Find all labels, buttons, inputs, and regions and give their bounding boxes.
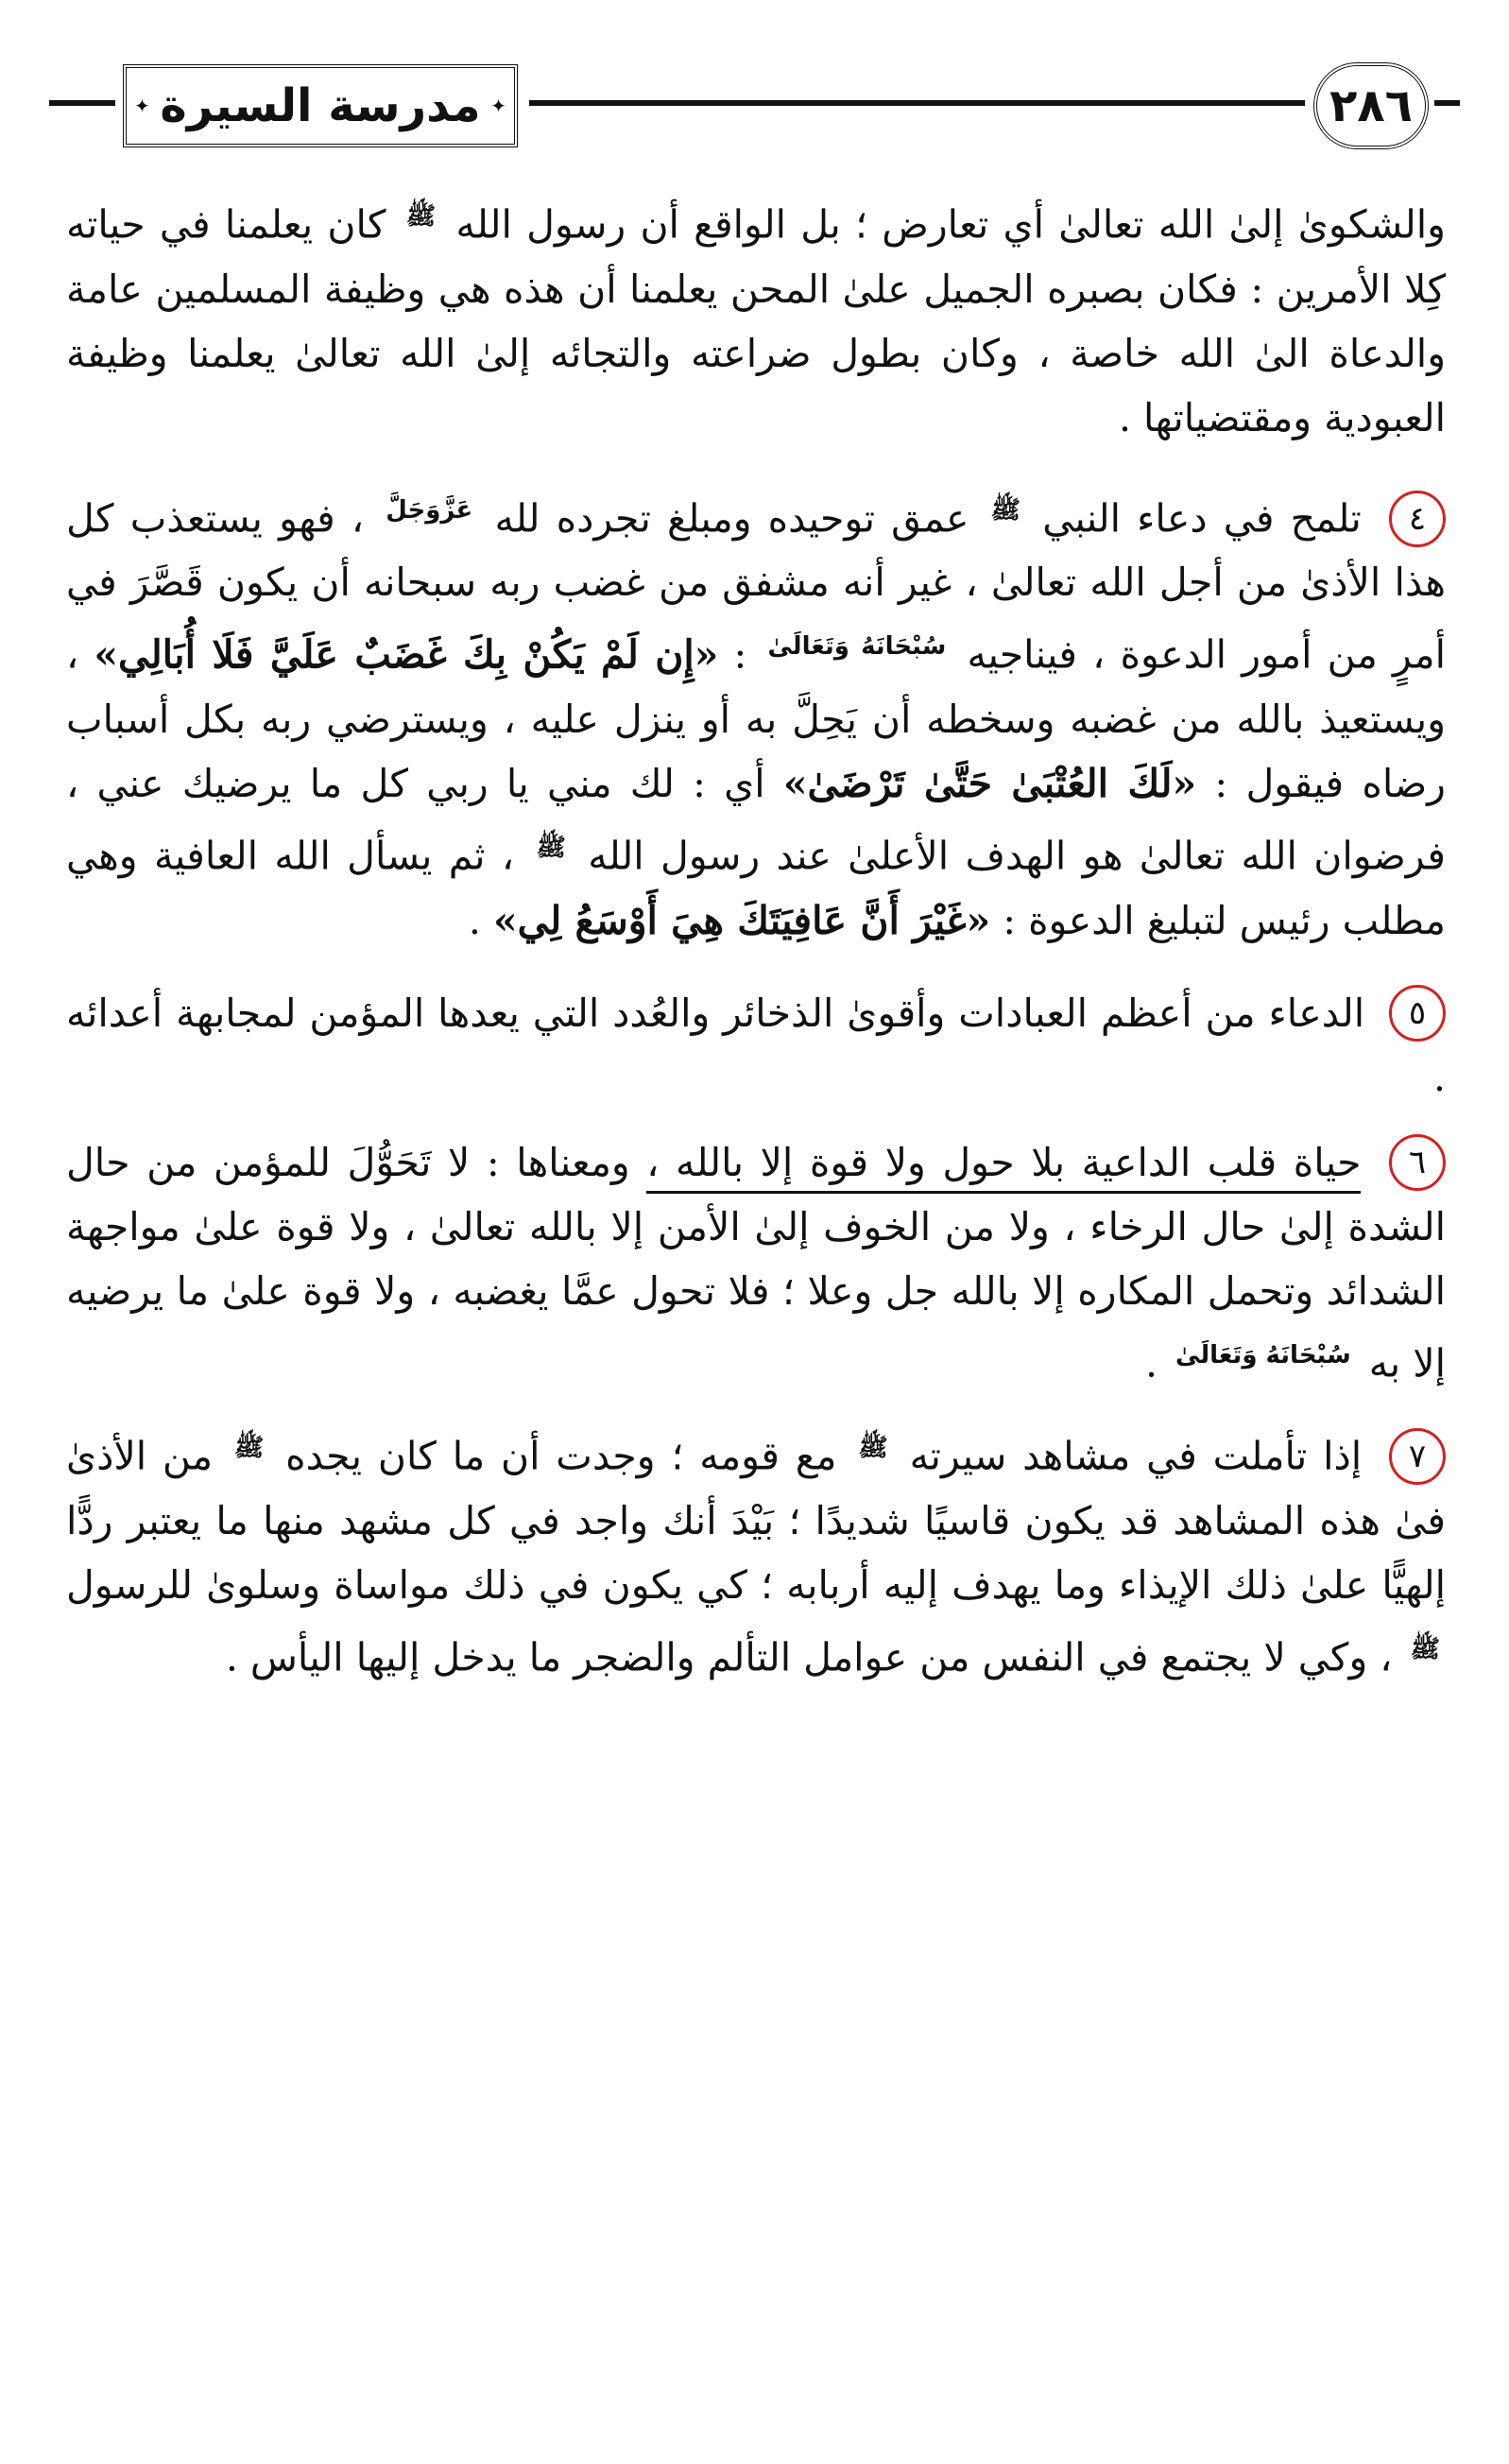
header-rule-right	[1434, 100, 1460, 106]
text-run: ، ثم يسأل الله العافية وهي مطلب رئيس لتبليغ الدعوة :	[66, 833, 1446, 943]
page-number: ٢٨٦	[1329, 79, 1413, 132]
paragraph-continuation	[66, 184, 1446, 450]
honorific-saw: ﷺ	[233, 1434, 265, 1463]
paragraph-6	[66, 1130, 1446, 1396]
paragraph-4	[66, 478, 1446, 953]
honorific-saw: ﷺ	[990, 495, 1021, 525]
page-number-frame	[1313, 62, 1429, 149]
point-number-7: ٧	[1389, 1428, 1446, 1485]
underlined-phrase: حياة قلب الداعية بلا حول ولا قوة إلا بالله ،	[646, 1140, 1361, 1194]
page-header	[49, 55, 1460, 159]
hadith-quote: «لَكَ العُتْبَىٰ حَتَّىٰ تَرْضَىٰ»	[782, 760, 1197, 806]
paragraph-7	[66, 1416, 1446, 1689]
text-run: كان يعلمنا في حياته كِلا الأمرين : فكان بصبره الجميل علىٰ المحن يعلمنا أن هذه هي وظيفة المسلمين عامة والدعاة الىٰ الله خاصة ، وكان بطول ضراعته والتجائه إلىٰ الله تعالىٰ يعلمنا وظيفة العبودية ومقتضياتها .	[66, 201, 1446, 440]
text-run: إذا تأملت في مشاهد سيرته	[909, 1433, 1363, 1479]
header-rule-left	[49, 100, 115, 106]
text-run: ومعناها : لا تَحَوُّلَ للمؤمن من حال الشدة إلىٰ حال الرخاء ، ولا من الخوف إلىٰ الأمن إلا بالله تعالىٰ ، ولا قوة علىٰ مواجهة الشدائد وتحمل المكاره إلا بالله جل وعلا ؛ فلا تحول عمَّا يغضبه ، ولا قوة علىٰ ما يرضيه إلا به	[66, 1139, 1446, 1387]
text-run: تلمح في دعاء النبي	[1042, 495, 1362, 542]
text-run: أي : لك مني يا ربي كل ما يرضيك عني ، فرضوان الله تعالىٰ هو الهدف الأعلىٰ عند رسول الله	[66, 760, 1446, 879]
text-run: .	[1144, 1340, 1157, 1387]
text-run: .	[468, 897, 481, 943]
point-number-5: ٥	[1389, 985, 1446, 1042]
text-run: ، ويستعيذ بالله من غضبه وسخطه أن يَحِلَّ به أو ينزل عليه ، ويسترضي ربه بكل أسباب رضاه فيقول :	[66, 631, 1446, 806]
book-title: ✦ مدرسة السيرة	[160, 79, 481, 132]
hadith-quote: «غَيْرَ أَنَّ عَافِيَتَكَ هِيَ أَوْسَعُ لِي»	[492, 897, 991, 943]
text-run: ، فهو يستعذب كل هذا الأذىٰ من أجل الله تعالىٰ ، غير أنه مشفق من غضب ربه سبحانه أن يكون قَصَّرَ في أمرٍ من أمور الدعوة ، فيناجيه	[66, 495, 1446, 678]
honorific-azza-wa-jalla: عَزَّوَجَلَّ	[386, 495, 473, 525]
page-content	[66, 184, 1446, 1718]
point-number-6: ٦	[1389, 1134, 1446, 1191]
text-run: مع قومه ؛ وجدت أن ما كان يجده	[285, 1433, 837, 1479]
honorific-subhanahu: سُبْحَانَهُ وَتَعَالَىٰ	[767, 632, 947, 662]
header-rule-middle	[529, 100, 1305, 106]
text-run: من الأذىٰ فىٰ هذه المشاهد قد يكون قاسيًا شديدًا ؛ بَيْدَ أنك واجد في كل مشهد منها ما يعتبر ردًّا إلهيًّا علىٰ ذلك الإيذاء وما يهدف إليه أربابه ؛ كي يكون في ذلك مواساة وسلوىٰ للرسول	[66, 1433, 1446, 1608]
honorific-saw: ﷺ	[1410, 1634, 1440, 1663]
honorific-subhanahu: سُبْحَانَهُ وَتَعَالَىٰ	[1175, 1340, 1351, 1370]
paragraph-5	[66, 981, 1446, 1110]
honorific-saw: ﷺ	[858, 1434, 888, 1463]
text-run: :	[733, 631, 747, 678]
hadith-quote: «إِن لَمْ يَكُنْ بِكَ غَضَبٌ عَلَيَّ فَلَا أُبَالِي»	[94, 631, 719, 678]
honorific-saw: ﷺ	[405, 202, 437, 231]
text-run: عمق توحيده ومبلغ تجرده لله	[494, 495, 969, 542]
point-number-4: ٤	[1389, 491, 1446, 547]
text-run: ، وكي لا يجتمع في النفس من عوامل التألم والضجر ما يدخل إليها اليأس .	[225, 1634, 1393, 1680]
honorific-saw: ﷺ	[536, 833, 566, 862]
book-title-frame	[123, 64, 518, 147]
text-run: الدعاء من أعظم العبادات وأقوىٰ الذخائر والعُدد التي يعدها المؤمن لمجابهة أعدائه .	[66, 990, 1446, 1100]
text-run: والشكوىٰ إلىٰ الله تعالىٰ أي تعارض ؛ بل الواقع أن رسول الله	[455, 201, 1446, 248]
